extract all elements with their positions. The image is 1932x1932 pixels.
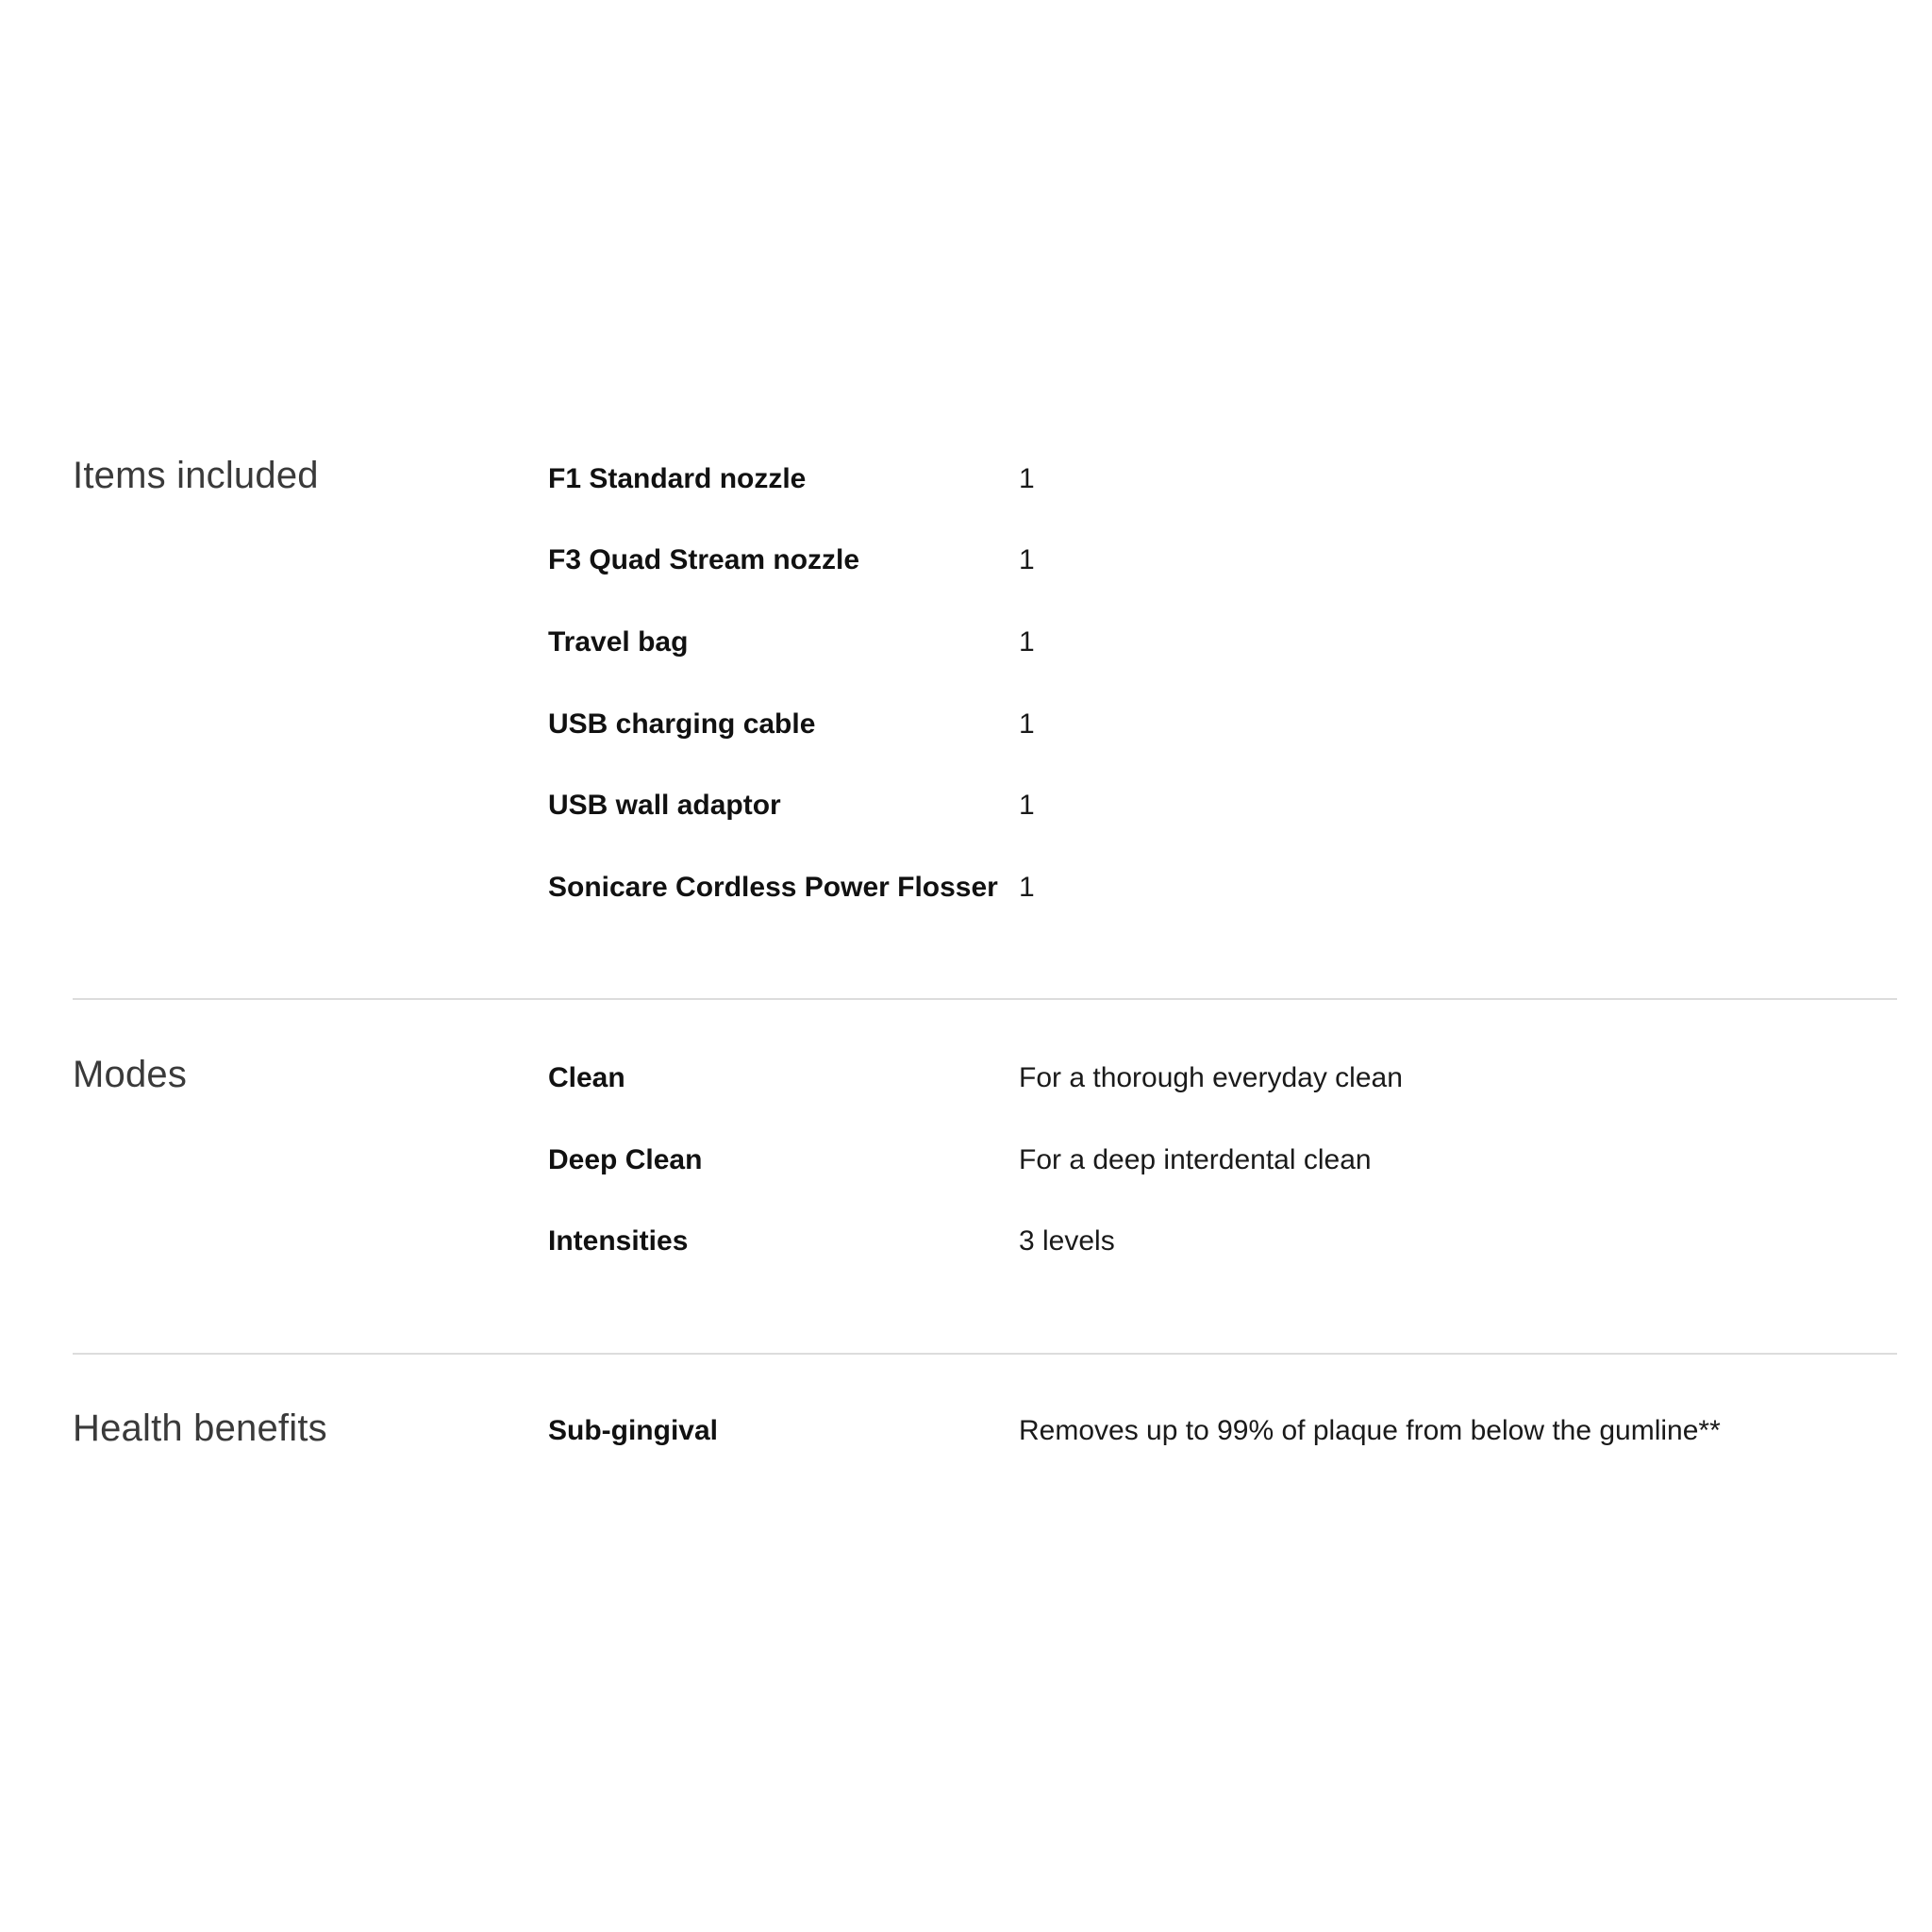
spec-value: 1 [1019, 463, 1035, 494]
spec-label: F1 Standard nozzle [548, 463, 807, 494]
spec-value: 1 [1019, 872, 1035, 903]
section-title: Health benefits [73, 1407, 327, 1449]
spec-label: Sub-gingival [548, 1415, 718, 1446]
spec-value: 1 [1019, 790, 1035, 821]
spec-value: 1 [1019, 544, 1035, 575]
section-title: Modes [73, 1054, 188, 1095]
spec-value: For a deep interdental clean [1019, 1144, 1372, 1175]
spec-row [73, 538, 1897, 583]
spec-label: Travel bag [548, 626, 689, 658]
spec-row [73, 702, 1897, 747]
spec-row [73, 1408, 1897, 1454]
spec-label: Sonicare Cordless Power Flosser [548, 872, 998, 903]
spec-value: For a thorough everyday clean [1019, 1062, 1403, 1093]
spec-value: 1 [1019, 708, 1035, 740]
spec-row [73, 457, 1897, 502]
spec-section-modes [73, 1052, 1897, 1278]
section-divider [73, 1353, 1897, 1355]
spec-section-health-benefits [73, 1406, 1897, 1481]
section-title: Items included [73, 455, 319, 496]
section-divider [73, 998, 1897, 1000]
spec-value: Removes up to 99% of plaque from below the gumline** [1019, 1415, 1721, 1446]
spec-label: Intensities [548, 1225, 689, 1257]
spec-row [73, 783, 1897, 828]
spec-row [73, 1056, 1897, 1101]
spec-value: 3 levels [1019, 1225, 1115, 1257]
spec-label: Clean [548, 1062, 625, 1093]
spec-label: Deep Clean [548, 1144, 703, 1175]
spec-label: F3 Quad Stream nozzle [548, 544, 860, 575]
spec-section-items-included [73, 453, 1897, 943]
spec-row [73, 1219, 1897, 1264]
spec-label: USB wall adaptor [548, 790, 781, 821]
spec-label: USB charging cable [548, 708, 816, 740]
spec-row [73, 1138, 1897, 1183]
spec-row [73, 865, 1897, 910]
spec-row [73, 620, 1897, 665]
spec-value: 1 [1019, 626, 1035, 658]
